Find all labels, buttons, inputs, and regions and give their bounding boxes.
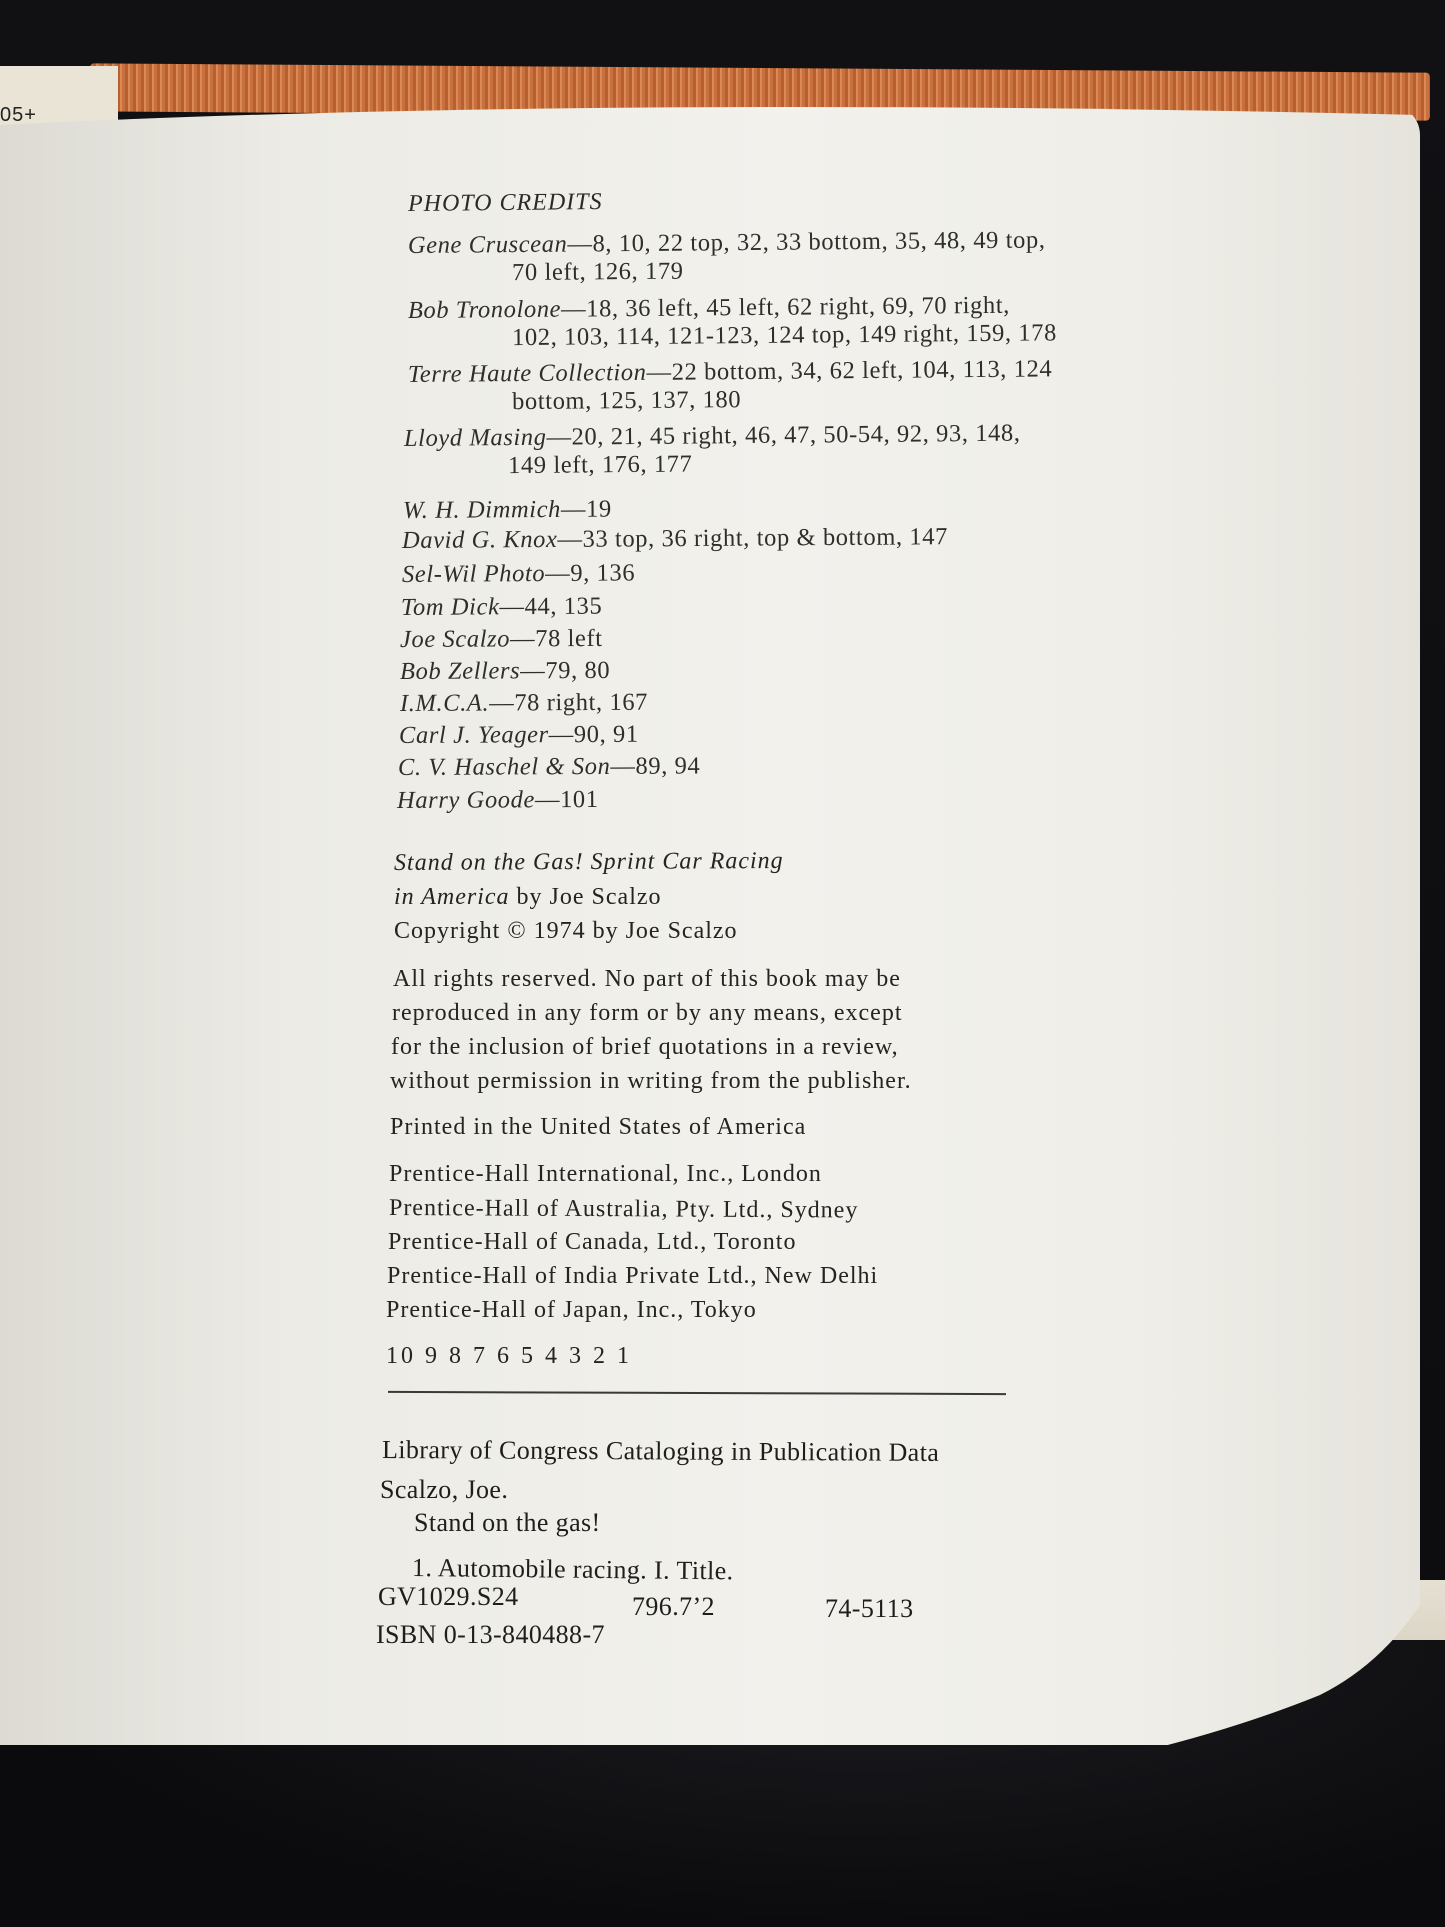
credit-pages: —9, 136 bbox=[545, 559, 636, 587]
book-author: by Joe Scalzo bbox=[509, 884, 662, 910]
credit-pages: —20, 21, 45 right, 46, 47, 50-54, 92, 93, 148, bbox=[546, 419, 1021, 451]
credit-entry bbox=[400, 689, 648, 718]
credit-name: Harry Goode bbox=[396, 786, 536, 814]
book-title-italic: in America bbox=[394, 884, 510, 910]
credit-pages-cont: 70 left, 126, 179 bbox=[511, 257, 684, 287]
credit-pages-cont: 149 left, 176, 177 bbox=[507, 450, 693, 480]
publisher-line: Prentice-Hall of India Private Ltd., New Delhi bbox=[387, 1263, 879, 1289]
credit-pages: —19 bbox=[560, 495, 612, 523]
credit-name: W. H. Dimmich bbox=[402, 495, 562, 524]
credit-entry bbox=[401, 593, 603, 622]
credit-entry bbox=[400, 657, 610, 686]
credit-entry bbox=[403, 496, 612, 525]
credit-pages-cont: 102, 103, 114, 121-123, 124 top, 149 right, 159, 178 bbox=[511, 319, 1057, 352]
cip-subjects: 1. Automobile racing. I. Title. bbox=[411, 1553, 734, 1586]
cip-class-number: GV1029.S24 bbox=[378, 1582, 519, 1611]
rights-line: for the inclusion of brief quotations in a review, bbox=[391, 1034, 899, 1060]
credit-pages: —79, 80 bbox=[520, 656, 611, 685]
credit-pages: —78 left bbox=[510, 624, 603, 653]
cip-author: Scalzo, Joe. bbox=[380, 1475, 509, 1504]
credit-pages: —18, 36 left, 45 left, 62 right, 69, 70 right, bbox=[560, 291, 1011, 323]
credit-name: David G. Knox bbox=[401, 525, 558, 554]
publisher-line: Prentice-Hall International, Inc., London bbox=[389, 1161, 822, 1187]
credit-name: Gene Cruscean bbox=[407, 230, 568, 260]
credit-name: I.M.C.A. bbox=[399, 689, 490, 717]
credit-pages: —22 bottom, 34, 62 left, 104, 113, 124 bbox=[646, 355, 1053, 386]
credit-entry bbox=[402, 523, 948, 555]
credit-name: Tom Dick bbox=[400, 593, 500, 621]
credit-pages: —78 right, 167 bbox=[489, 688, 649, 717]
credit-pages: —101 bbox=[534, 785, 599, 814]
credit-name: Bob Zellers bbox=[399, 657, 521, 685]
credit-entry bbox=[398, 752, 700, 782]
credit-entry bbox=[408, 355, 1053, 417]
credit-entry bbox=[397, 786, 599, 815]
credit-entry bbox=[399, 721, 639, 750]
credit-entry bbox=[402, 559, 635, 589]
credit-name: Terre Haute Collection bbox=[407, 358, 647, 389]
cip-lccn: 74-5113 bbox=[825, 1594, 914, 1623]
credit-entry bbox=[400, 625, 603, 654]
rights-line: All rights reserved. No part of this book may be bbox=[393, 966, 901, 992]
cip-title: Stand on the gas! bbox=[414, 1508, 601, 1537]
credit-pages-cont: bottom, 125, 137, 180 bbox=[511, 386, 742, 416]
publisher-line: Prentice-Hall of Japan, Inc., Tokyo bbox=[386, 1297, 757, 1323]
credit-pages: —90, 91 bbox=[548, 720, 639, 749]
credit-entry bbox=[404, 420, 1021, 481]
credit-pages: —44, 135 bbox=[499, 592, 603, 621]
credit-pages: —89, 94 bbox=[610, 752, 701, 780]
credit-name: Bob Tronolone bbox=[407, 295, 562, 325]
credit-entry bbox=[408, 291, 1057, 353]
copyright-line: Copyright © 1974 by Joe Scalzo bbox=[394, 918, 738, 944]
printed-in-line: Printed in the United States of America bbox=[390, 1114, 807, 1140]
credit-name: Joe Scalzo bbox=[399, 625, 511, 653]
publisher-line: Prentice-Hall of Canada, Ltd., Toronto bbox=[388, 1229, 797, 1255]
credit-pages: —33 top, 36 right, top & bottom, 147 bbox=[557, 523, 949, 553]
credit-name: Lloyd Masing bbox=[403, 423, 547, 453]
credit-name: Sel-Wil Photo bbox=[401, 560, 546, 588]
rights-line: reproduced in any form or by any means, except bbox=[392, 1000, 903, 1026]
publisher-line: Prentice-Hall of Australia, Pty. Ltd., Sydney bbox=[388, 1195, 859, 1224]
credit-entry bbox=[408, 226, 1046, 288]
photo-credits-title: PHOTO CREDITS bbox=[407, 188, 603, 218]
credit-name: C. V. Haschel & Son bbox=[397, 752, 611, 781]
printing-numbers: 10 9 8 7 6 5 4 3 2 1 bbox=[386, 1343, 632, 1369]
cip-isbn: ISBN 0-13-840488-7 bbox=[376, 1620, 605, 1649]
credit-name: Carl J. Yeager bbox=[398, 721, 549, 749]
book-title-line1: Stand on the Gas! Sprint Car Racing bbox=[393, 847, 784, 876]
sticker-label: 05+ bbox=[0, 104, 37, 126]
cip-heading: Library of Congress Cataloging in Publication Data bbox=[381, 1435, 940, 1467]
credit-pages: —8, 10, 22 top, 32, 33 bottom, 35, 48, 49 top, bbox=[567, 226, 1046, 258]
cip-dewey: 796.7’2 bbox=[632, 1592, 715, 1621]
book-title-line2 bbox=[394, 884, 662, 911]
rights-line: without permission in writing from the publisher. bbox=[390, 1068, 912, 1094]
